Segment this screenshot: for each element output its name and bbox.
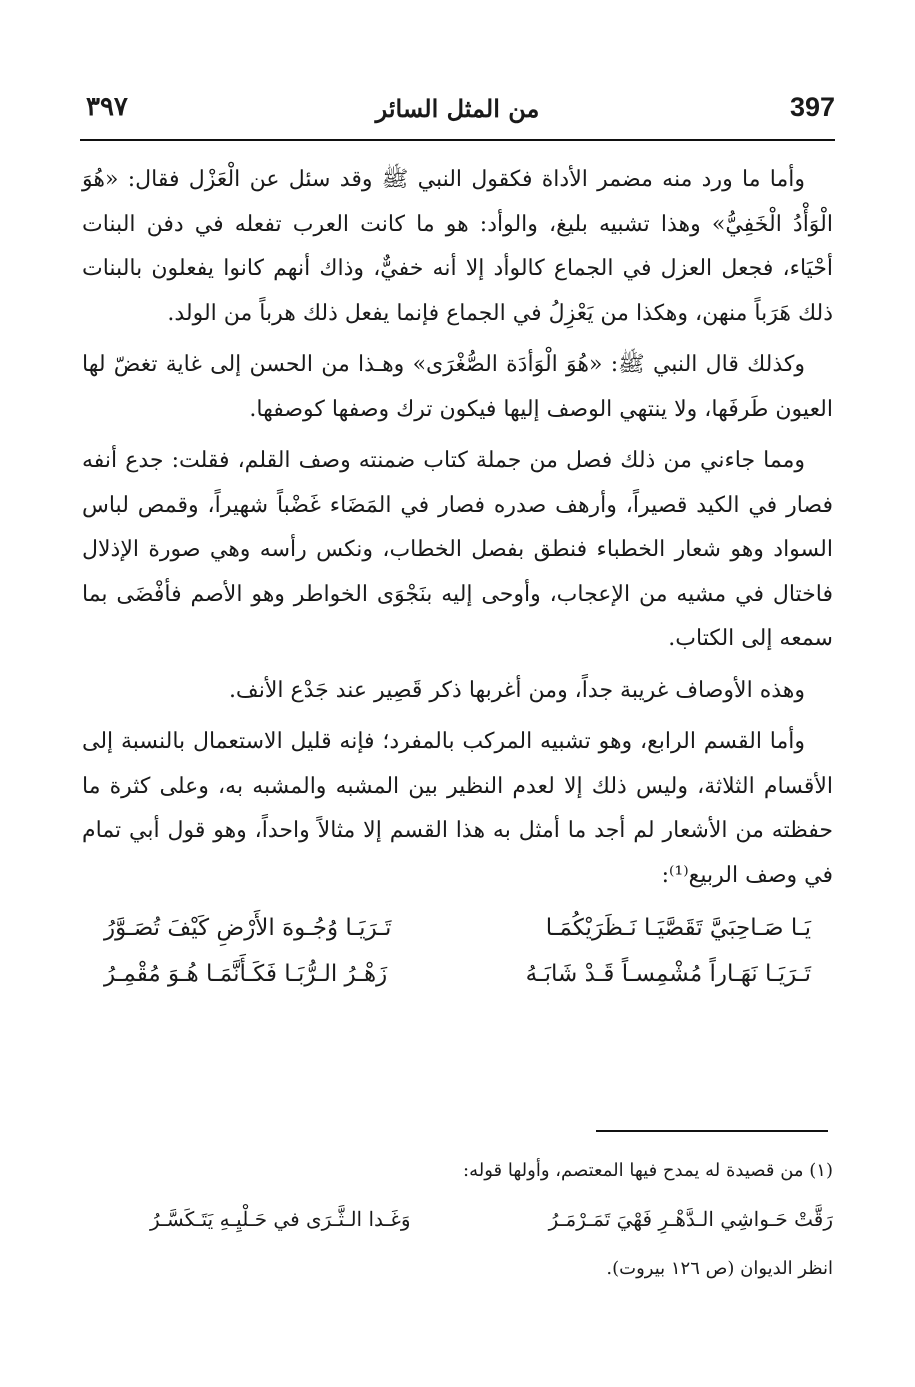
header-rule: [80, 139, 835, 141]
verse-first-hemistich: تَـرَيَـا نَهَـاراً مُشْمِسـاً قَـدْ شَابَـهُ: [525, 961, 811, 987]
verse-second-hemistich: زَهْـرُ الـرُّبَـا فَكَـأَنَّمَـا هُـوَ مُقْمِـرُ: [104, 961, 388, 987]
paragraph-waada: وكذلك قال النبي ﷺ: «هُوَ الْوَأدَة الصُّغْرَى» وهـذا من الحسن إلى غاية تغضّ لها العيون طَرفَها، ولا ينتهي الوصف إليها فيكون ترك وصفها كوصفها.: [82, 352, 833, 422]
footnote-source: انظر الديوان (ص ١٢٦ بيروت).: [606, 1258, 833, 1279]
running-header: [80, 92, 835, 134]
footnote-text: (١) من قصيدة له يمدح فيها المعتصم، وأولها قوله:: [463, 1160, 833, 1181]
verse-second-hemistich: تَـرَيَـا وُجُـوهَ الأَرْضِ كَيْفَ تُصَـوَّرُ: [104, 915, 392, 941]
footnote-verse-first: رَقَّتْ حَـواشِي الـدَّهْـرِ فَهْيَ تَمَـرْمَـرُ: [548, 1207, 833, 1231]
paragraph-qalam: ومما جاءني من ذلك فصل من جملة كتاب ضمنته وصف القلم، فقلت: جدع أنفه فصار في الكيد قصيراً، وأرهف صدره فصار في المَضَاء غَضْباً شهيراً، وقمص لباس السواد وهو شعار الخطباء فنطق بفصل الخطاب، ونكس رأسه وهي صورة الإذلال فاختال في مشيه من الإعجاب، وأوحى إليه بنَجْوَى الخواطر وهو الأصم فأفْضَى بما سمعه إلى الكتاب.: [82, 448, 833, 651]
main-text: [82, 158, 833, 997]
running-title: من المثل السائر: [375, 94, 540, 123]
page-number-arabic: ٣٩٧: [86, 92, 128, 122]
footnotes: [150, 1150, 833, 1290]
verse-line: [82, 905, 833, 951]
paragraph-azl: وأما ما ورد منه مضمر الأداة فكقول النبي ﷺ وقد سئل عن الْعَزْل فقال: «هُوَ الْوَأْدُ الْخَفِيُّ» وهذا تشبيه بليغ، والوأد: هو ما كانت العرب تفعله في دفن البنات أحْيَاء، فجعل العزل في الجماع كالوأد إلا أنه خفيٌّ، وذاك أنهم كانوا يفعلون بالبنات ذلك هَرَباً منهن، وهكذا من يَعْزِلُ في الجماع فإنما يفعل ذلك هرباً من الولد.: [82, 167, 833, 326]
paragraph-qism-rabi: وأما القسم الرابع، وهو تشبيه المركب بالمفرد؛ فإنه قليل الاستعمال بالنسبة إلى الأقسام الثلاثة، وليس ذلك إلا لعدم النظير بين المشبه والمشبه به، وعلى كثرة ما حفظته من الأشعار لم أجد ما أمثل به هذا القسم إلا مثالاً واحداً، وهو قول أبي تمام في وصف الربيع⁽¹⁾:: [82, 729, 833, 888]
verse-line: [82, 951, 833, 997]
paragraph-gharib: وهذه الأوصاف غريبة جداً، ومن أغربها ذكر قَصِير عند جَدْع الأنف.: [228, 677, 805, 703]
footnote-verse: [150, 1192, 833, 1248]
poem-verses: [82, 905, 833, 997]
page-number-latin: 397: [789, 92, 835, 122]
footnote-verse-second: وَغَـدا الـثَّـرَى في حَـلْيِـهِ يَتَـكَسَّـرُ: [150, 1207, 411, 1231]
verse-first-hemistich: يَـا صَـاحِبَيَّ تَقَصَّيَـا نَـظَرَيْكُمَـا: [545, 915, 811, 941]
footnote-rule: [596, 1130, 828, 1132]
